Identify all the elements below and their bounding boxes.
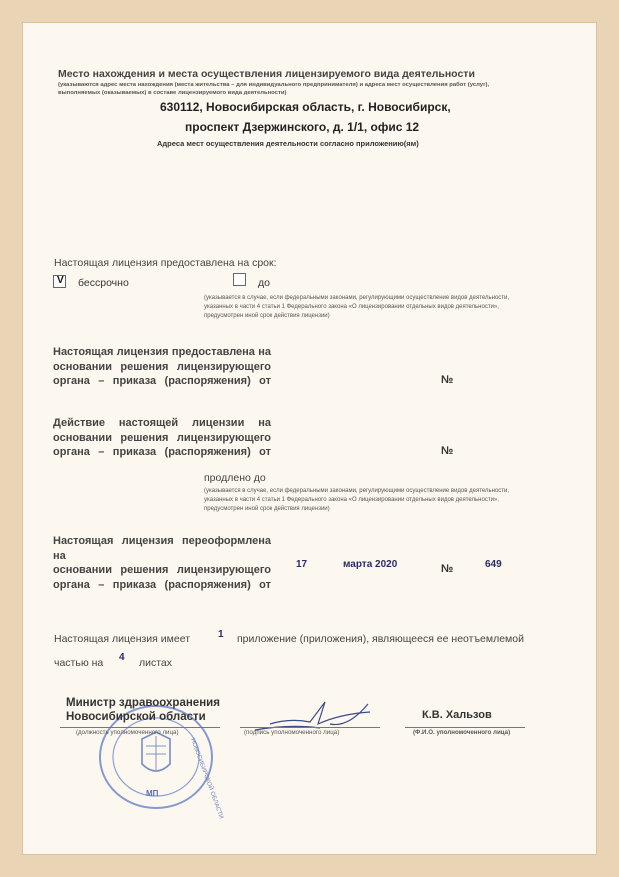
order2-line-1: Действие настоящей лицензии на xyxy=(53,417,271,429)
position-note: (должность уполномоченного лица) xyxy=(76,729,179,736)
reissue-day: 17 xyxy=(296,559,308,570)
order2-note-3: предусмотрен иной срок действия лицензии) xyxy=(204,506,330,512)
position-line xyxy=(60,727,220,728)
term-note-1: (указывается в случае, если федеральными законами, регулирующими осуществление видов деятельности, xyxy=(204,295,510,301)
order1-line-2: основании решения лицензирующего xyxy=(53,360,271,373)
check-mark: V xyxy=(57,275,64,286)
reissue-number: 649 xyxy=(485,559,502,570)
signatory-org-2: Новосибирской области xyxy=(66,711,206,723)
location-title: Место нахождения и места осуществления лицензируемого вида деятельности xyxy=(58,68,475,80)
until-checkbox xyxy=(233,273,246,286)
order2-block xyxy=(53,416,271,460)
location-note-2: выполняемых (оказываемых) в составе лицензируемого вида деятельности) xyxy=(58,90,287,96)
order1-number-label: № xyxy=(441,374,454,386)
term-note-3: предусмотрен иной срок действия лицензии) xyxy=(204,313,330,319)
order3-line-2: основании решения лицензирующего xyxy=(53,564,271,576)
order2-number-label: № xyxy=(441,445,454,457)
address-line-2: проспект Дзержинского, д. 1/1, офис 12 xyxy=(185,120,420,134)
signatory-name: К.В. Хальзов xyxy=(422,709,492,721)
until-label: до xyxy=(258,277,270,289)
name-note: (Ф.И.О. уполномоченного лица) xyxy=(413,729,511,736)
appendix-sheets: 4 xyxy=(119,652,125,663)
term-note-2: указанных в части 4 статьи 1 Федерального закона «О лицензировании отдельных видов деятельности», xyxy=(204,304,499,310)
seal-bottom-text: МП xyxy=(146,789,159,798)
appendix-text-d: листах xyxy=(139,657,173,669)
name-line xyxy=(405,727,525,728)
signature-line xyxy=(240,727,380,728)
order1-block xyxy=(53,345,271,389)
seal-ring-text: НОВОСИБИРСКОЙ ОБЛАСТИ xyxy=(189,737,224,820)
order2-line-3: органа – приказа (распоряжения) от xyxy=(53,446,271,458)
term-heading: Настоящая лицензия предоставлена на срок: xyxy=(54,257,277,269)
order3-number-label: № xyxy=(441,563,454,575)
order2-note-2: указанных в части 4 статьи 1 Федерального закона «О лицензировании отдельных видов деятельности», xyxy=(204,497,499,503)
reissue-month-year: марта 2020 xyxy=(343,559,398,570)
appendix-text-c: частью на xyxy=(54,657,104,669)
handwritten-signature xyxy=(250,694,380,734)
order1-line-1: Настоящая лицензия предоставлена на xyxy=(53,346,271,358)
order3-block xyxy=(53,534,271,592)
location-note-1: (указываются адрес места нахождения (места жительства – для индивидуального предпринимателя) и адреса мест осуществления работ (услуг), xyxy=(58,82,490,88)
order2-note-1: (указывается в случае, если федеральными законами, регулирующими осуществление видов деятельности, xyxy=(204,488,510,494)
address-line-1: 630112, Новосибирская область, г. Новосибирск, xyxy=(160,100,451,114)
order3-line-1: Настоящая лицензия переоформлена на xyxy=(53,535,271,562)
signatory-org-1: Министр здравоохранения xyxy=(66,697,220,709)
appendix-count: 1 xyxy=(218,629,224,640)
extended-until-label: продлено до xyxy=(204,472,266,484)
indefinite-checkbox xyxy=(53,275,66,288)
order1-line-3: органа – приказа (распоряжения) от xyxy=(53,375,271,387)
address-note: Адреса мест осуществления деятельности согласно приложению(ям) xyxy=(157,139,419,148)
appendix-text-a: Настоящая лицензия имеет xyxy=(54,633,191,645)
appendix-text-b: приложение (приложения), являющееся ее неотъемлемой xyxy=(237,633,524,645)
order3-line-3: органа – приказа (распоряжения) от xyxy=(53,578,271,591)
indefinite-label: бессрочно xyxy=(78,277,129,289)
order2-line-2: основании решения лицензирующего xyxy=(53,431,271,444)
signature-note: (подпись уполномоченного лица) xyxy=(244,729,340,736)
